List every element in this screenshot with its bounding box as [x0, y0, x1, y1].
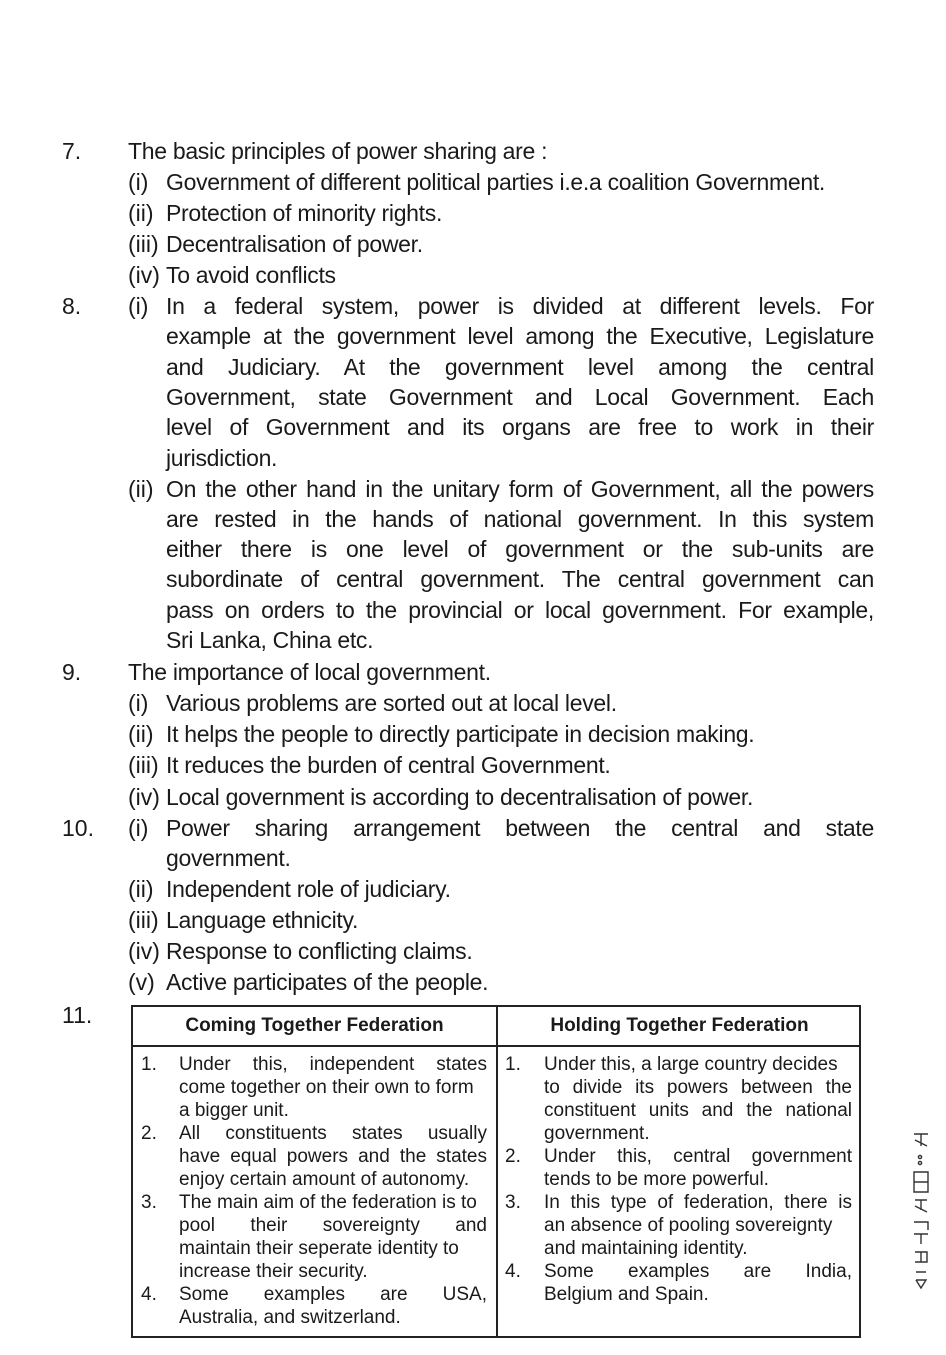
paragraph-line: pass on orders to the provincial or local government. For example, — [166, 597, 874, 623]
table-cell-line: tends to be more powerful. — [544, 1169, 769, 1190]
item-text: Government of different political parties i.e.a coalition Government. — [166, 169, 826, 195]
table-cell-line: pool their sovereignty and — [179, 1215, 487, 1236]
table-cell-line: come together on their own to form — [179, 1077, 474, 1098]
table-cell-line: a bigger unit. — [179, 1100, 289, 1121]
item-label: (ii) — [128, 476, 154, 502]
item-label: (i) — [128, 293, 149, 319]
question-number: 9. — [62, 659, 82, 685]
item-label: (iii) — [128, 907, 159, 933]
item-label: (i) — [128, 169, 149, 195]
table-cell-line: All constituents states usually — [179, 1123, 487, 1144]
table-cell-line: Under this, independent states — [179, 1054, 487, 1075]
list-number: 3. — [505, 1192, 521, 1213]
paragraph-line: subordinate of central government. The central government can — [166, 566, 874, 592]
table-cell-line: maintain their seperate identity to — [179, 1238, 459, 1259]
list-number: 1. — [141, 1054, 157, 1075]
paragraph-line: Government, state Government and Local Government. Each — [166, 384, 874, 410]
item-label: (iii) — [128, 752, 159, 778]
paragraph-line: example at the government level among the Executive, Legislature — [166, 323, 874, 349]
table-header-coming-together: Coming Together Federation — [185, 1015, 444, 1036]
table-cell-line: an absence of pooling sovereignty — [544, 1215, 833, 1236]
item-label: (iv) — [128, 784, 160, 810]
question-number: 11. — [62, 1002, 93, 1028]
item-text: Independent role of judiciary. — [166, 876, 451, 902]
paragraph-line: either there is one level of government or the sub-units are — [166, 536, 874, 562]
item-label: (v) — [128, 969, 155, 995]
question-intro: The importance of local government. — [128, 659, 491, 685]
item-label: (iii) — [128, 231, 159, 257]
list-number: 1. — [505, 1054, 521, 1075]
question-intro: The basic principles of power sharing are : — [128, 138, 548, 164]
table-cell-line: Under this, central government — [544, 1146, 852, 1167]
table-column-divider — [496, 1007, 498, 1336]
paragraph-line: are rested in the hands of national government. In this system — [166, 506, 874, 532]
item-text: Response to conflicting claims. — [166, 938, 473, 964]
table-header-divider — [133, 1045, 859, 1047]
table-cell-line: Belgium and Spain. — [544, 1284, 709, 1305]
list-number: 4. — [505, 1261, 521, 1282]
list-number: 3. — [141, 1192, 157, 1213]
table-cell-line: to divide its powers between the — [544, 1077, 852, 1098]
item-label: (iv) — [128, 938, 160, 964]
table-cell-line: constituent units and the national — [544, 1100, 852, 1121]
paragraph-line: government. — [166, 845, 291, 871]
table-cell-line: In this type of federation, there is — [544, 1192, 852, 1213]
item-text: It reduces the burden of central Government. — [166, 752, 611, 778]
paragraph-line: Power sharing arrangement between the central and state — [166, 815, 874, 841]
item-label: (i) — [128, 690, 149, 716]
table-cell-line: The main aim of the federation is to — [179, 1192, 477, 1213]
item-label: (ii) — [128, 721, 154, 747]
item-text: Various problems are sorted out at local level. — [166, 690, 617, 716]
item-text: Protection of minority rights. — [166, 200, 443, 226]
item-text: To avoid conflicts — [166, 262, 336, 288]
list-number: 4. — [141, 1284, 157, 1305]
federation-comparison-table — [131, 1005, 861, 1338]
paragraph-line: In a federal system, power is divided at different levels. For — [166, 293, 874, 319]
table-header-holding-together: Holding Together Federation — [550, 1015, 809, 1036]
paragraph-line: jurisdiction. — [166, 445, 278, 471]
table-cell-line: Under this, a large country decides — [544, 1054, 838, 1075]
question-number: 10. — [62, 815, 94, 841]
paragraph-line: Sri Lanka, China etc. — [166, 627, 374, 653]
item-label: (ii) — [128, 876, 154, 902]
item-text: Local government is according to decentralisation of power. — [166, 784, 754, 810]
table-cell-line: have equal powers and the states — [179, 1146, 487, 1167]
paragraph-line: On the other hand in the unitary form of Government, all the powers — [166, 476, 874, 502]
table-cell-line: Some examples are India, — [544, 1261, 852, 1282]
table-cell-line: and maintaining identity. — [544, 1238, 748, 1259]
item-label: (ii) — [128, 200, 154, 226]
item-label: (iv) — [128, 262, 160, 288]
paragraph-line: and Judiciary. At the government level among the central — [166, 354, 874, 380]
list-number: 2. — [505, 1146, 521, 1167]
table-cell-line: enjoy certain amount of autonomy. — [179, 1169, 470, 1190]
table-cell-line: Australia, and switzerland. — [179, 1307, 401, 1328]
question-number: 7. — [62, 138, 82, 164]
item-label: (i) — [128, 815, 149, 841]
item-text: It helps the people to directly participate in decision making. — [166, 721, 755, 747]
list-number: 2. — [141, 1123, 157, 1144]
item-text: Active participates of the people. — [166, 969, 489, 995]
margin-stamp-icon — [906, 1130, 936, 1300]
question-number: 8. — [62, 293, 82, 319]
item-text: Decentralisation of power. — [166, 231, 423, 257]
table-cell-line: increase their security. — [179, 1261, 368, 1282]
paragraph-line: level of Government and its organs are free to work in their — [166, 414, 874, 440]
item-text: Language ethnicity. — [166, 907, 359, 933]
table-cell-line: Some examples are USA, — [179, 1284, 487, 1305]
table-cell-line: government. — [544, 1123, 650, 1144]
